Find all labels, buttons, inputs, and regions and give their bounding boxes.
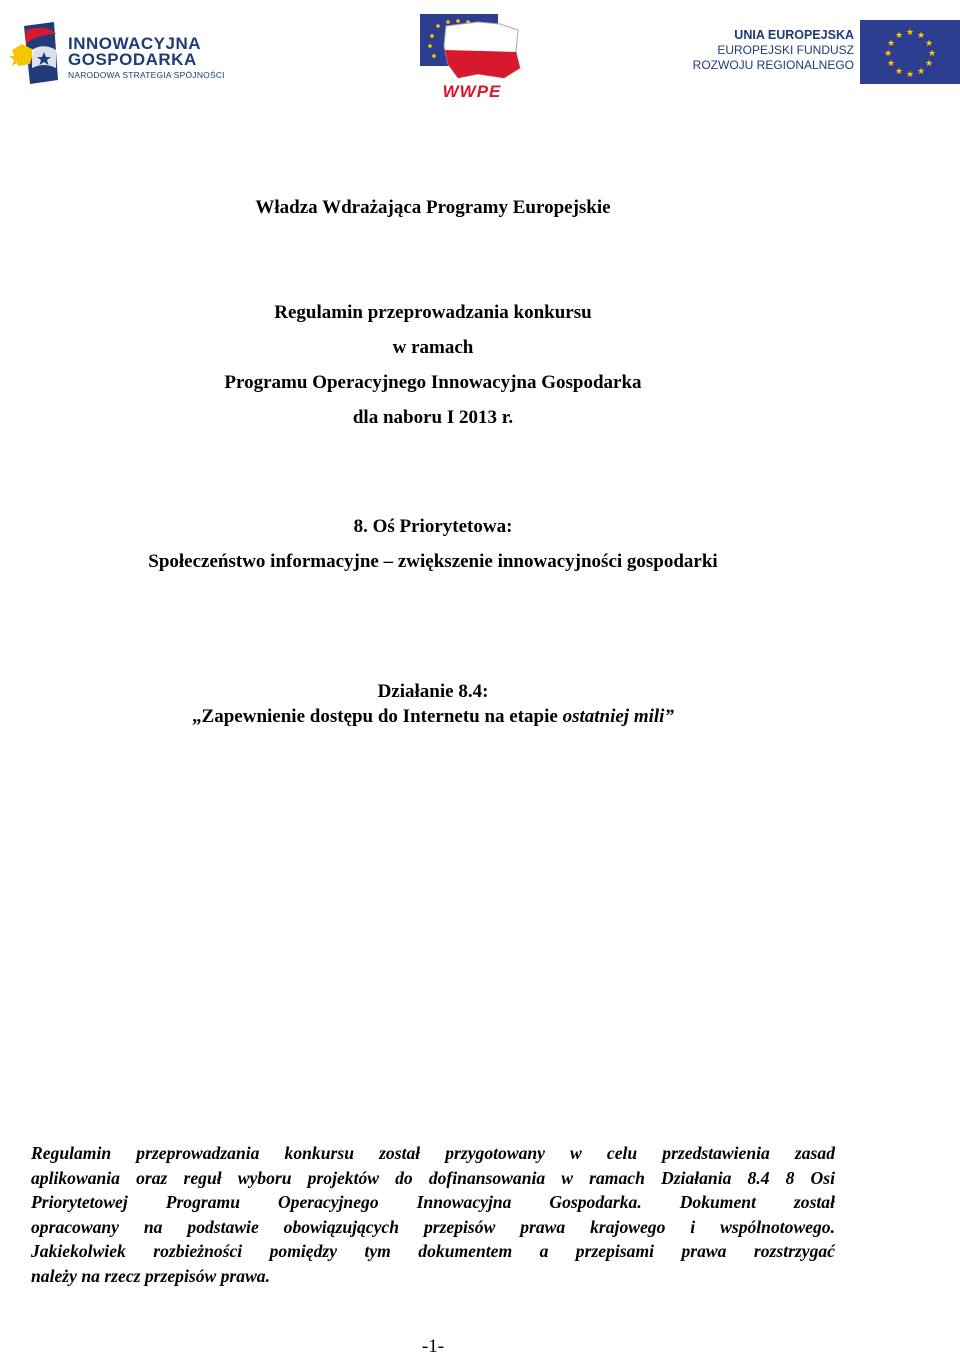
axis-name: Społeczeństwo informacyjne – zwiększenie innowacyjności gospodarki <box>148 551 718 572</box>
svg-text:★: ★ <box>886 59 896 69</box>
institution-name: Władza Wdrażająca Programy Europejskie <box>255 197 611 218</box>
title-line-1: Regulamin przeprowadzania konkursu <box>274 302 592 323</box>
svg-text:★: ★ <box>894 67 904 77</box>
wwpe-map-icon <box>418 12 528 84</box>
eu-fund-logo <box>644 8 960 98</box>
title-line-3: Programu Operacyjnego Innowacyjna Gospodarka <box>224 372 642 393</box>
introduction-paragraph <box>31 1141 835 1289</box>
svg-text:★: ★ <box>905 28 915 38</box>
logo-innowacyjna-text: INNOWACYJNA <box>68 34 202 53</box>
logo-gospodarka-text: GOSPODARKA <box>68 50 197 69</box>
action-name-italic: ostatniej mili <box>562 706 665 727</box>
eu-union-text: UNIA EUROPEJSKA <box>734 28 854 42</box>
svg-text:★: ★ <box>886 39 896 49</box>
action-label: Działanie 8.4: <box>377 681 489 702</box>
logo-header <box>0 0 960 110</box>
intro-line-5: Jakiekolwiek rozbieżności pomiędzy tym dokumentem a przepisami prawa rozstrzygać <box>31 1241 835 1262</box>
svg-text:★: ★ <box>927 49 937 59</box>
action-name-prefix: „Zapewnienie dostępu do Internetu na etapie <box>192 706 563 727</box>
svg-text:★: ★ <box>924 39 934 49</box>
logo-strategia-text: NARODOWA STRATEGIA SPÓJNOŚCI <box>68 70 225 80</box>
wwpe-logo <box>418 12 528 102</box>
intro-line-3: Priorytetowej Programu Operacyjnego Innowacyjna Gospodarka. Dokument został <box>31 1192 835 1213</box>
page-number: -1- <box>421 1336 445 1357</box>
title-line-4: dla naboru I 2013 r. <box>352 407 514 428</box>
svg-text:★: ★ <box>905 70 915 80</box>
action-name <box>0 705 866 729</box>
intro-line-4: opracowany na podstawie obowiązujących przepisów prawa krajowego i wspólnotowego. <box>31 1216 835 1237</box>
eu-fund-text: EUROPEJSKI FUNDUSZ <box>717 43 854 57</box>
svg-text:★: ★ <box>916 31 926 41</box>
svg-text:★: ★ <box>894 31 904 41</box>
wwpe-logo-text: WWPE <box>442 82 502 101</box>
svg-text:★: ★ <box>924 59 934 69</box>
innowacyjna-gospodarka-emblem-icon <box>8 20 62 86</box>
intro-line-1: Regulamin przeprowadzania konkursu został przygotowany w celu przedstawienia zasad <box>31 1143 835 1163</box>
eu-flag-icon <box>860 20 960 84</box>
intro-line-2: aplikowania oraz reguł wyboru projektów do dofinansowania w ramach Działania 8.4 8 Osi <box>31 1167 835 1188</box>
innowacyjna-gospodarka-logo <box>4 18 244 88</box>
svg-text:★: ★ <box>883 49 893 59</box>
eu-regional-text: ROZWOJU REGIONALNEGO <box>692 58 854 72</box>
intro-line-6: należy na rzecz przepisów prawa. <box>31 1265 271 1286</box>
action-name-suffix: ” <box>664 706 674 727</box>
svg-text:★: ★ <box>916 67 926 77</box>
axis-heading: 8. Oś Priorytetowa: <box>353 516 513 537</box>
title-line-2: w ramach <box>392 337 474 358</box>
